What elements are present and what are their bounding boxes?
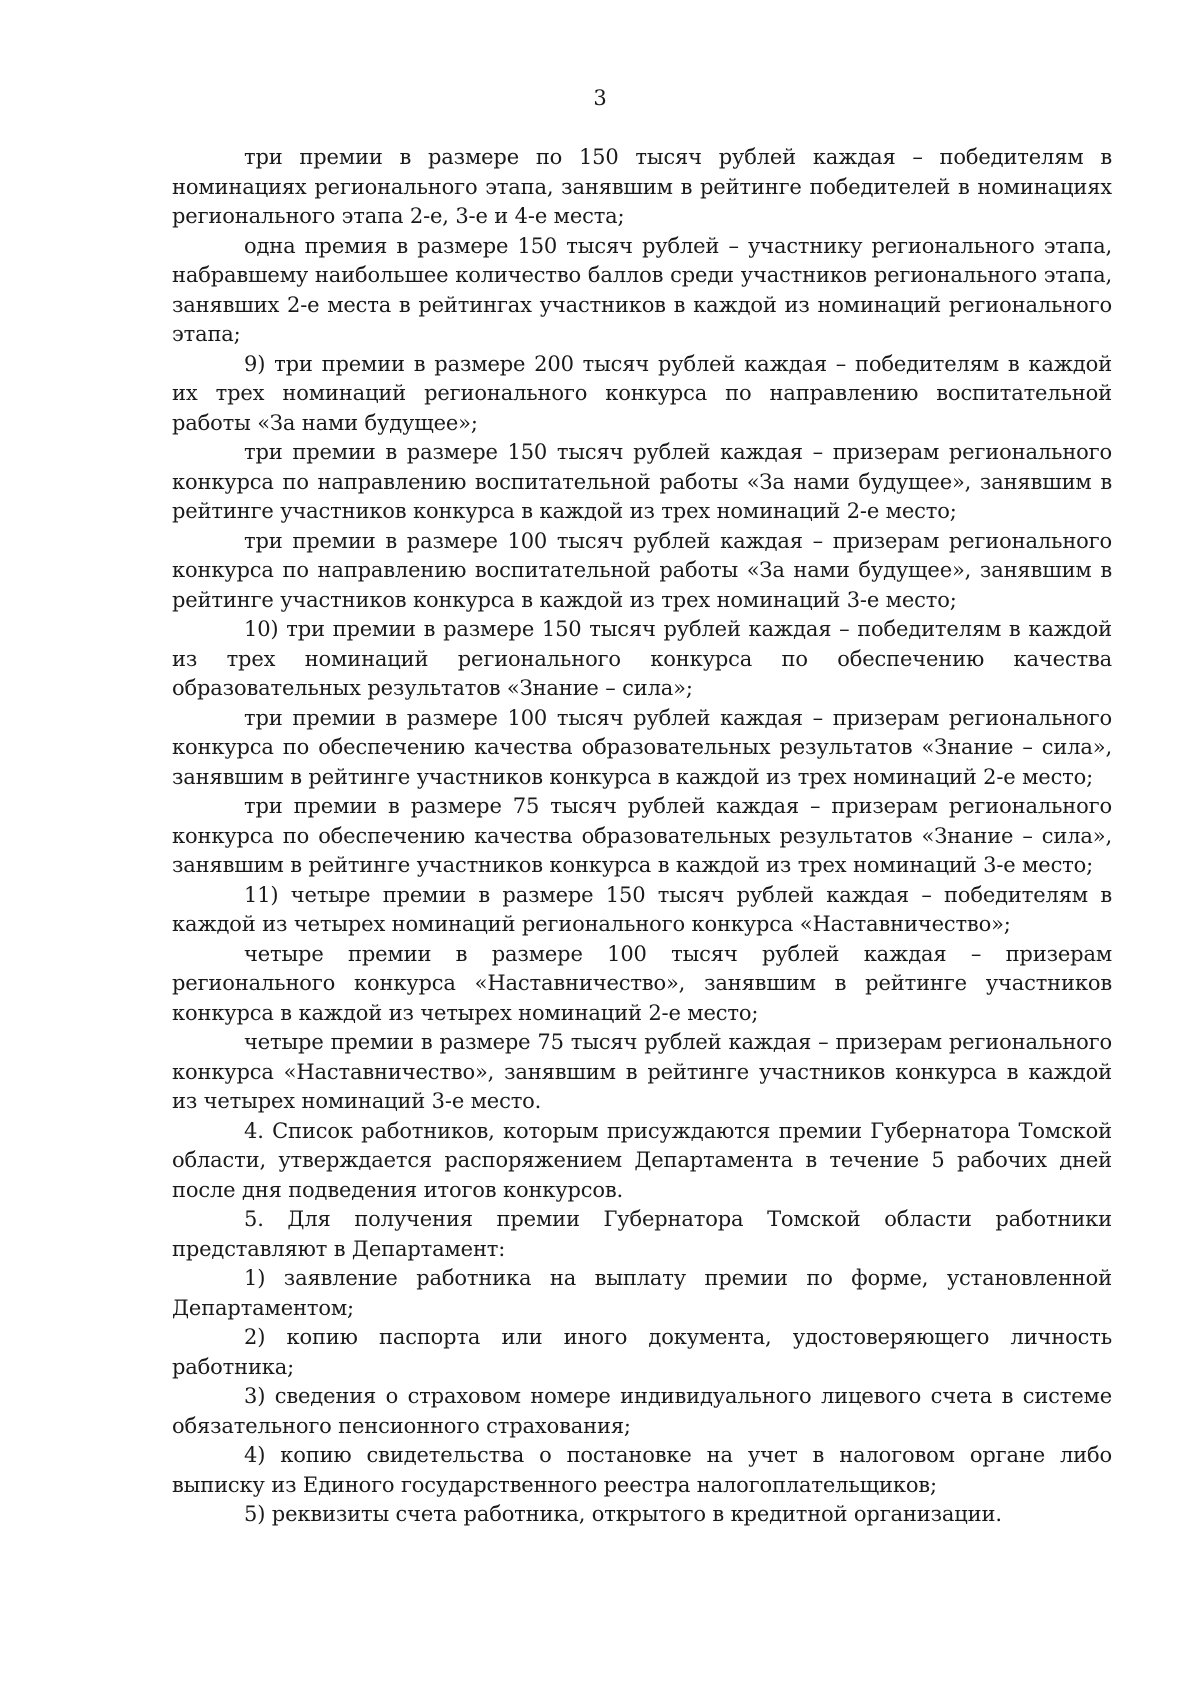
paragraph: три премии в размере 100 тысяч рублей каждая – призерам регионального конкурса по направлению воспитательной работы «За нами будущее», занявшим в рейтинге участников конкурса в каждой из трех номинаций 3-е место; (172, 528, 1112, 612)
paragraph: три премии в размере 100 тысяч рублей каждая – призерам регионального конкурса по обеспечению качества образовательных результатов «Знание – сила», занявшим в рейтинге участников конкурса в каждой из трех номинаций 2-е место; (172, 705, 1112, 789)
paragraph: одна премия в размере 150 тысяч рублей – участнику регионального этапа, набравшему наибольшее количество баллов среди участников регионального этапа, занявших 2-е места в рейтингах участников в каждой из номинаций регионального этапа; (172, 233, 1112, 346)
paragraph: 3) сведения о страховом номере индивидуального лицевого счета в системе обязательного пенсионного страхования; (172, 1384, 1112, 1438)
paragraph: 10) три премии в размере 150 тысяч рублей каждая – победителям в каждой из трех номинаций регионального конкурса по обеспечению качества образовательных результатов «Знание – сила»; (172, 617, 1112, 700)
paragraph: три премии в размере по 150 тысяч рублей каждая – победителям в номинациях регионального этапа, занявшим в рейтинге победителей в номинациях регионального этапа 2-е, 3-е и 4-е места; (172, 145, 1112, 228)
paragraph: 5. Для получения премии Губернатора Томской области работники представляют в Департамент: (172, 1207, 1112, 1261)
paragraph: три премии в размере 150 тысяч рублей каждая – призерам регионального конкурса по направлению воспитательной работы «За нами будущее», занявшим в рейтинге участников конкурса в каждой из трех номинаций 2-е место; (172, 440, 1112, 523)
paragraph: 5) реквизиты счета работника, открытого в кредитной организации. (244, 1502, 1002, 1526)
paragraph: 1) заявление работника на выплату премии по форме, установленной Департаментом; (172, 1266, 1112, 1320)
document-body (172, 143, 1112, 1530)
paragraph: 11) четыре премии в размере 150 тысяч рублей каждая – победителям в каждой из четырех номинаций регионального конкурса «Наставничество»; (172, 882, 1112, 936)
paragraph: 2) копию паспорта или иного документа, удостоверяющего личность работника; (172, 1325, 1112, 1379)
paragraph: 4) копию свидетельства о постановке на учет в налоговом органе либо выписку из Единого государственного реестра налогоплательщиков; (172, 1443, 1112, 1497)
paragraph: три премии в размере 75 тысяч рублей каждая – призерам регионального конкурса по обеспечению качества образовательных результатов «Знание – сила», занявшим в рейтинге участников конкурса в каждой из трех номинаций 3-е место; (172, 794, 1112, 877)
page-number: 3 (593, 86, 607, 110)
paragraph: 4. Список работников, которым присуждаются премии Губернатора Томской области, утверждается распоряжением Департамента в течение 5 рабочих дней после дня подведения итогов конкурсов. (172, 1118, 1112, 1202)
paragraph: четыре премии в размере 75 тысяч рублей каждая – призерам регионального конкурса «Наставничество», занявшим в рейтинге участников конкурса в каждой из четырех номинаций 3-е место. (172, 1030, 1112, 1113)
paragraph: 9) три премии в размере 200 тысяч рублей каждая – победителям в каждой их трех номинаций регионального конкурса по направлению воспитательной работы «За нами будущее»; (172, 351, 1112, 435)
paragraph: четыре премии в размере 100 тысяч рублей каждая – призерам регионального конкурса «Наставничество», занявшим в рейтинге участников конкурса в каждой из четырех номинаций 2-е место; (172, 941, 1112, 1025)
